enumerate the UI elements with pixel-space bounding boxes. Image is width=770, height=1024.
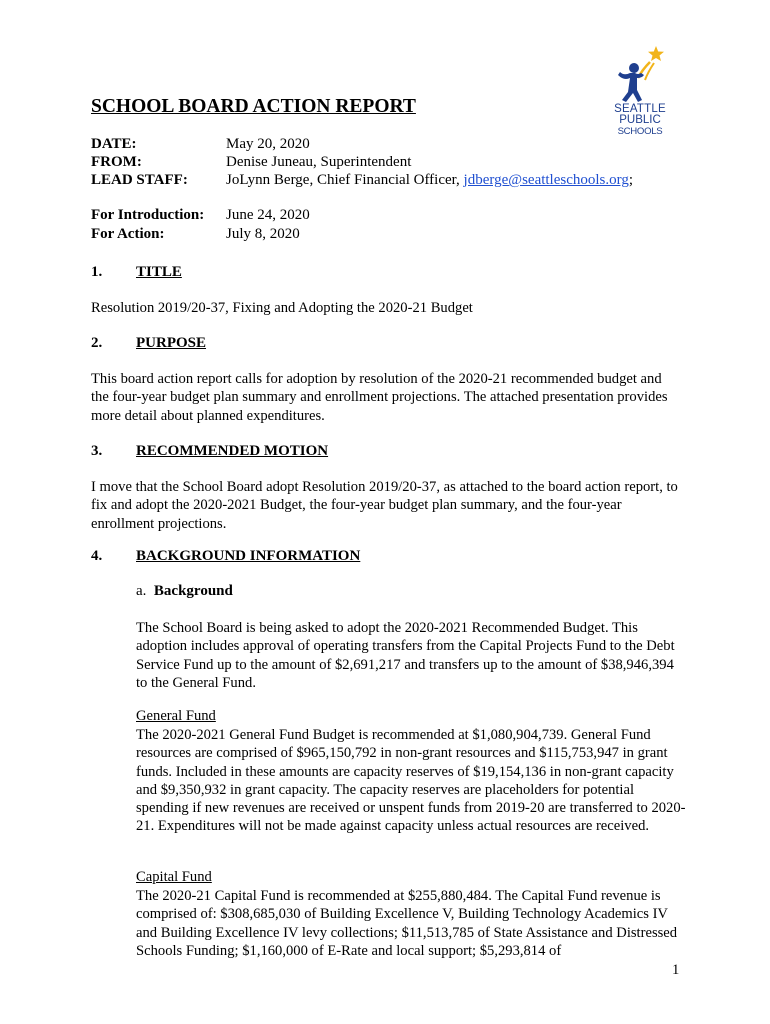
date-value: May 20, 2020: [226, 136, 310, 152]
background-text: The School Board is being asked to adopt the 2020-2021 Recommended Budget. This adoption includes approval of operating transfers from the Capital Projects Fund to the Debt Service Fund up to the amount of $2,691,217 and transfers up to the amount of $38,946,394 to the General Fund.: [136, 620, 675, 691]
section-3-number: 3.: [91, 443, 103, 459]
subsection-a-heading: [136, 583, 233, 600]
lead-staff-suffix: ;: [628, 172, 634, 188]
introduction-date: June 24, 2020: [226, 207, 310, 223]
capital-fund-text: The 2020-21 Capital Fund is recommended at $255,880,484. The Capital Fund revenue is comprised of: $308,685,030 of Building Excellence V, Building Technology Academics IV and Building Excellence IV levy collections; $11,513,785 of State Assistance and Distressed Schools Funding; $1,160,000 of E-Rate and local support; $5,293,814 of: [136, 888, 678, 959]
lead-staff-label: LEAD STAFF:: [91, 172, 188, 188]
seattle-public-schools-logo: [612, 42, 668, 142]
logo-text-schools: SCHOOLS: [617, 126, 663, 137]
introduction-label: For Introduction:: [91, 207, 205, 223]
action-label: For Action:: [91, 226, 165, 242]
page-title: SCHOOL BOARD ACTION REPORT: [91, 96, 416, 117]
section-4-number: 4.: [91, 548, 103, 564]
section-2-text: This board action report calls for adoption by resolution of the 2020-21 recommended budget and the four-year budget plan summary and enrollment projections. The attached presentation provides more detail about planned expenditures.: [91, 371, 668, 424]
section-1-number: 1.: [91, 264, 103, 280]
date-label: DATE:: [91, 136, 137, 152]
general-fund-heading: General Fund: [136, 708, 216, 724]
subsection-a-letter: a.: [136, 583, 147, 599]
logo-text-public: PUBLIC: [619, 114, 661, 126]
general-fund-text: The 2020-2021 General Fund Budget is recommended at $1,080,904,739. General Fund resources are comprised of $965,150,792 in non-grant resources and $115,753,947 in grant funds. Included in these amounts are capacity reserves of $19,154,136 in non-grant capacity and $9,350,932 in grant capacity. The capacity reserves are placeholders for potential spending if new revenues are received or unspent funds from 2019-20 are transferred to 2020-21. Expenditures will not be made against capacity unless actual resources are received.: [136, 727, 686, 835]
star-figure-icon: [612, 42, 668, 104]
capital-fund-heading: Capital Fund: [136, 869, 212, 885]
lead-staff-email-link[interactable]: jdberge@seattleschools.org: [463, 172, 629, 188]
action-date: July 8, 2020: [226, 226, 300, 242]
lead-staff-name: JoLynn Berge, Chief Financial Officer,: [226, 172, 460, 188]
section-1-text: Resolution 2019/20-37, Fixing and Adopting the 2020-21 Budget: [91, 300, 473, 316]
subsection-a-title: Background: [153, 583, 233, 599]
logo-text-seattle: SEATTLE: [614, 103, 666, 115]
section-3-title: RECOMMENDED MOTION: [136, 443, 329, 459]
page-number: 1: [672, 962, 680, 978]
from-value: Denise Juneau, Superintendent: [226, 154, 412, 170]
from-label: FROM:: [91, 154, 142, 170]
section-2-title: PURPOSE: [136, 335, 207, 351]
section-3-text: I move that the School Board adopt Resolution 2019/20-37, as attached to the board action report, to fix and adopt the 2020-2021 Budget, the four-year budget plan summary, and the four-year enrollment projections.: [91, 479, 678, 532]
section-4-title: BACKGROUND INFORMATION: [136, 548, 361, 564]
section-1-title: TITLE: [136, 264, 182, 280]
section-2-number: 2.: [91, 335, 103, 351]
lead-staff-value: [226, 172, 633, 189]
